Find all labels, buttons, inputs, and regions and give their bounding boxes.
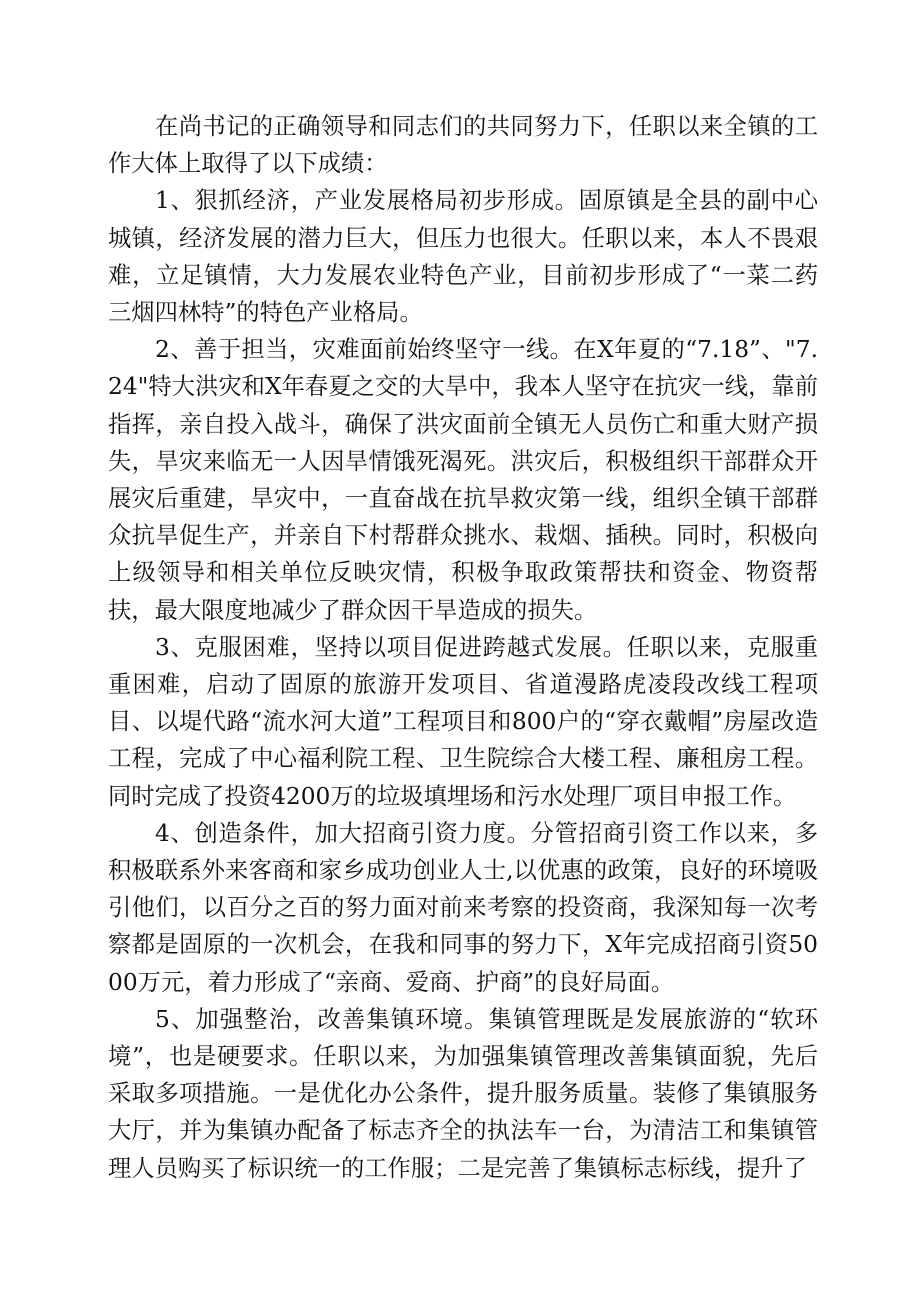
paragraph-intro: 在尚书记的正确领导和同志们的共同努力下，任职以来全镇的工作大体上取得了以下成绩：: [108, 113, 818, 178]
paragraph-item-2: 2、善于担当，灾难面前始终坚守一线。在X年夏的“7.18”、"7.24"特大洪灾和X年春夏之交的大旱中，我本人坚守在抗灾一线，靠前指挥，亲自投入战斗，确保了洪灾面前全镇无人员伤亡和重大财产损失，旱灾来临无一人因旱情饿死渴死。洪灾后，积极组织干部群众开展灾后重建，旱灾中，一直奋战在抗旱救灾第一线，组织全镇干部群众抗旱促生产，并亲自下村帮群众挑水、栽烟、插秧。同时，积极向上级领导和相关单位反映灾情，积极争取政策帮扶和资金、物资帮扶，最大限度地减少了群众因干旱造成的损失。: [108, 336, 818, 624]
paragraph-item-5: 5、加强整治，改善集镇环境。集镇管理既是发展旅游的“软环境”，也是硬要求。任职以来，为加强集镇管理改善集镇面貌，先后采取多项措施。一是优化办公条件，提升服务质量。装修了集镇服务大厅，并为集镇办配备了标志齐全的执法车一台，为清洁工和集镇管理人员购买了标识统一的工作服；二是完善了集镇标志标线，提升了: [108, 1005, 818, 1182]
paragraph-item-1: 1、狠抓经济，产业发展格局初步形成。固原镇是全县的副中心城镇，经济发展的潜力巨大，但压力也很大。任职以来，本人不畏艰难，立足镇情，大力发展农业特色产业，目前初步形成了“一菜二药三烟四林特”的特色产业格局。: [108, 187, 818, 327]
paragraph-item-4: 4、创造条件，加大招商引资力度。分管招商引资工作以来，多积极联系外来客商和家乡成功创业人士,以优惠的政策，良好的环境吸引他们，以百分之百的努力面对前来考察的投资商，我深知每一次考察都是固原的一次机会，在我和同事的努力下，X年完成招商引资5000万元，着力形成了“亲商、爱商、护商”的良好局面。: [108, 819, 818, 996]
document-body: [108, 108, 818, 1187]
paragraph-item-3: 3、克服困难，坚持以项目促进跨越式发展。任职以来，克服重重困难，启动了固原的旅游开发项目、省道漫路虎凌段改线工程项目、以堤代路“流水河大道”工程项目和800户的“穿衣戴帽”房屋改造工程，完成了中心福利院工程、卫生院综合大楼工程、廉租房工程。同时完成了投资4200万的垃圾填埋场和污水处理厂项目申报工作。: [108, 633, 818, 810]
